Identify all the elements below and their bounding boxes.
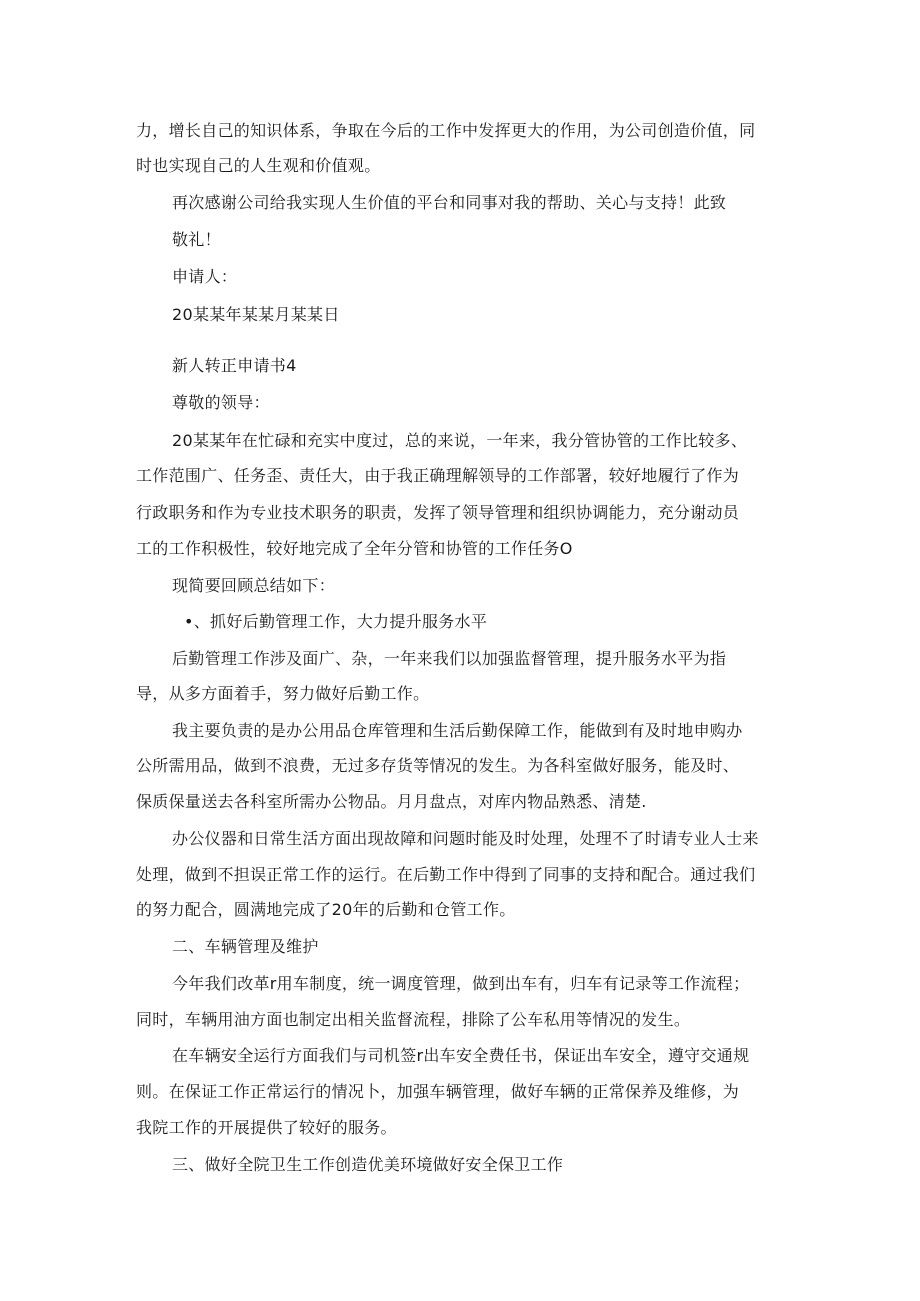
paragraph-line: 时也实现自己的人生观和价值观。 (136, 156, 381, 175)
paragraph-line: 20某某年在忙碌和充实中度过，总的来说，一年来，我分管协管的工作比较多、 (172, 431, 748, 450)
paragraph-line: 行政职务和作为专业技术职务的职责，发挥了领导管理和组织协调能力，充分谢动员 (136, 503, 740, 522)
closing-salutation: 敬礼！ (172, 230, 221, 249)
paragraph-line: 力，增长自己的知识体系，争取在今后的工作中发挥更大的作用，为公司创造价值，同 (136, 121, 756, 140)
paragraph-line: 导，从多方面着手，努力做好后勤工作。 (136, 684, 430, 703)
paragraph-line: 办公仪器和日常生活方面出现故障和问题时能及时处理，处理不了时请专业人士来 (172, 829, 759, 848)
section-heading-2: 二、车辆管理及维护 (172, 937, 319, 956)
paragraph-line: 则。在保证工作正常运行的情况卜，加强车辆管理，做好车辆的正常保养及维修，为 (136, 1082, 740, 1101)
paragraph-line: 保质保量送去各科室所需办公物品。月月盘点，对库内物品熟悉、清楚. (136, 792, 647, 811)
paragraph-line: 同时，车辆用油方面也制定出相关监督流程，排除了公车私用等情况的发生。 (136, 1010, 691, 1029)
greeting: 尊敬的领导： (172, 393, 270, 412)
date-line: 20某某年某某月某某日 (172, 305, 340, 324)
paragraph-line: 工作范围广、任务歪、责任大，由于我正确理解领导的工作部署，较好地履行了作为 (136, 466, 740, 485)
paragraph-line: 今年我们改革r用车制度，统一调度管理，做到出车有，归车有记录等工作流程； (172, 974, 750, 993)
paragraph-line: 公所需用品，做到不浪费，无过多存货等情况的发生。为各科室做好服务，能及时、 (136, 756, 740, 775)
paragraph-line: 我院工作的开展提供了较好的服务。 (136, 1118, 397, 1137)
section-heading-1: •、抓好后勤管理工作，大力提升服务水平 (184, 612, 488, 631)
paragraph-line: 我主要负责的是办公用品仓库管理和生活后勤保障工作，能做到有及时地申购办 (172, 721, 743, 740)
applicant-label: 申请人： (172, 267, 238, 286)
paragraph-line: 后勤管理工作涉及面广、杂，一年来我们以加强监督管理，提升服务水平为指 (172, 649, 727, 668)
paragraph-line: 的努力配合，圆满地完成了20年的后勤和仓管工作。 (136, 900, 516, 919)
paragraph-line: 现简要回顾总结如下： (172, 576, 336, 595)
section-title: 新人转正申请书4 (172, 356, 297, 375)
paragraph-line: 工的工作积极性，较好地完成了全年分管和协管的工作任务O (136, 539, 573, 558)
paragraph-line: 处理，做到不担误正常工作的运行。在后勤工作中得到了同事的支持和配合。通过我们 (136, 865, 756, 884)
paragraph-line: 再次感谢公司给我实现人生价值的平台和同事对我的帮助、关心与支持！此致 (172, 193, 727, 212)
section-heading-3: 三、做好全院卫生工作创造优美环境做好安全保卫工作 (172, 1155, 564, 1174)
paragraph-line: 在车辆安全运行方面我们与司机签r出车安全费任书，保证出车安全，遵守交通规 (172, 1046, 750, 1065)
